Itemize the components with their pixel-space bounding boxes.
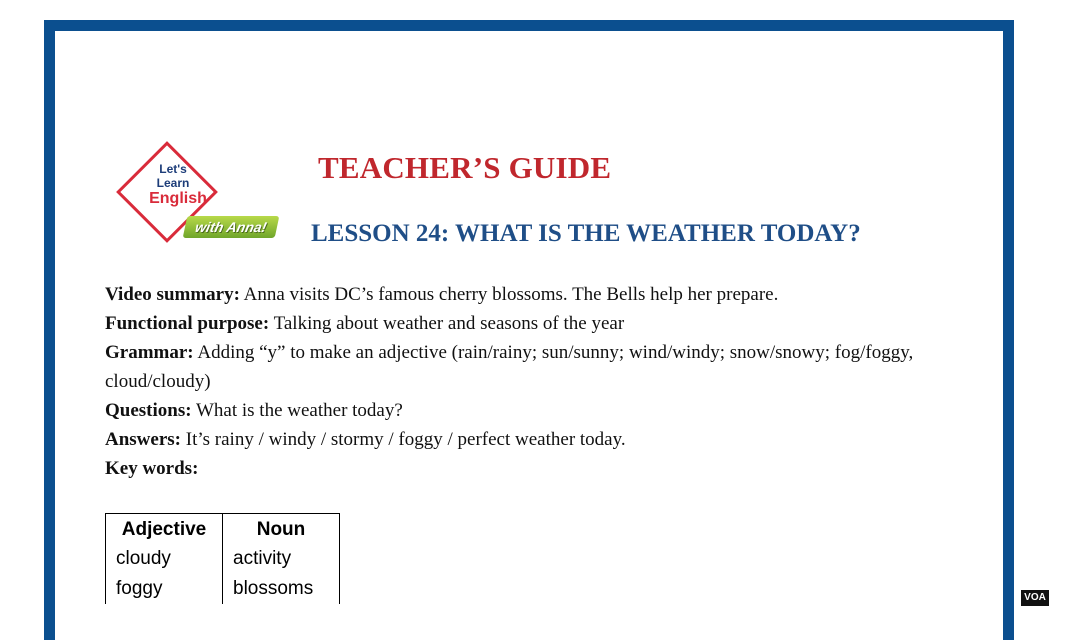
questions-label: Questions: [105, 400, 192, 421]
functional-purpose-text: Talking about weather and seasons of the year [269, 313, 625, 334]
voa-badge: VOA [1021, 590, 1049, 606]
table-cell: cloudy [106, 544, 223, 574]
table-header-row [106, 514, 340, 545]
grammar-text: Adding “y” to make an adjective (rain/rainy; sun/sunny; wind/windy; snow/snowy; fog/foggy, cloud/cloudy) [105, 342, 914, 392]
logo-line-2: Learn [156, 176, 190, 190]
key-words-table [105, 513, 340, 604]
table-cell: blossoms [223, 574, 340, 604]
logo-ribbon: with Anna! [183, 216, 280, 238]
lets-learn-english-logo [113, 148, 283, 248]
answers-label: Answers: [105, 429, 181, 450]
grammar-label: Grammar: [105, 342, 194, 363]
table-cell: activity [223, 544, 340, 574]
lesson-title: LESSON 24: WHAT IS THE WEATHER TODAY? [311, 220, 861, 247]
video-summary-text: Anna visits DC’s famous cherry blossoms. The Bells help her prepare. [239, 284, 779, 305]
key-words-label: Key words: [105, 458, 199, 479]
video-summary-line [105, 280, 935, 309]
grammar-line [105, 338, 935, 396]
column-header-noun: Noun [223, 514, 340, 545]
answers-line [105, 425, 935, 454]
column-header-adjective: Adjective [106, 514, 223, 545]
table-cell: foggy [106, 574, 223, 604]
video-summary-label: Video summary: [105, 284, 240, 305]
logo-text [121, 162, 225, 208]
questions-line [105, 396, 935, 425]
guide-content [105, 280, 935, 483]
answers-text: It’s rainy / windy / stormy / foggy / perfect weather today. [181, 429, 626, 450]
table-row [106, 574, 340, 604]
logo-line-1: Let's [159, 162, 187, 176]
functional-purpose-line [105, 309, 935, 338]
logo-line-3: English [149, 190, 207, 207]
key-words-line [105, 454, 935, 483]
functional-purpose-label: Functional purpose: [105, 313, 270, 334]
page-title: TEACHER’S GUIDE [318, 150, 612, 185]
questions-text: What is the weather today? [191, 400, 403, 421]
table-row [106, 544, 340, 574]
